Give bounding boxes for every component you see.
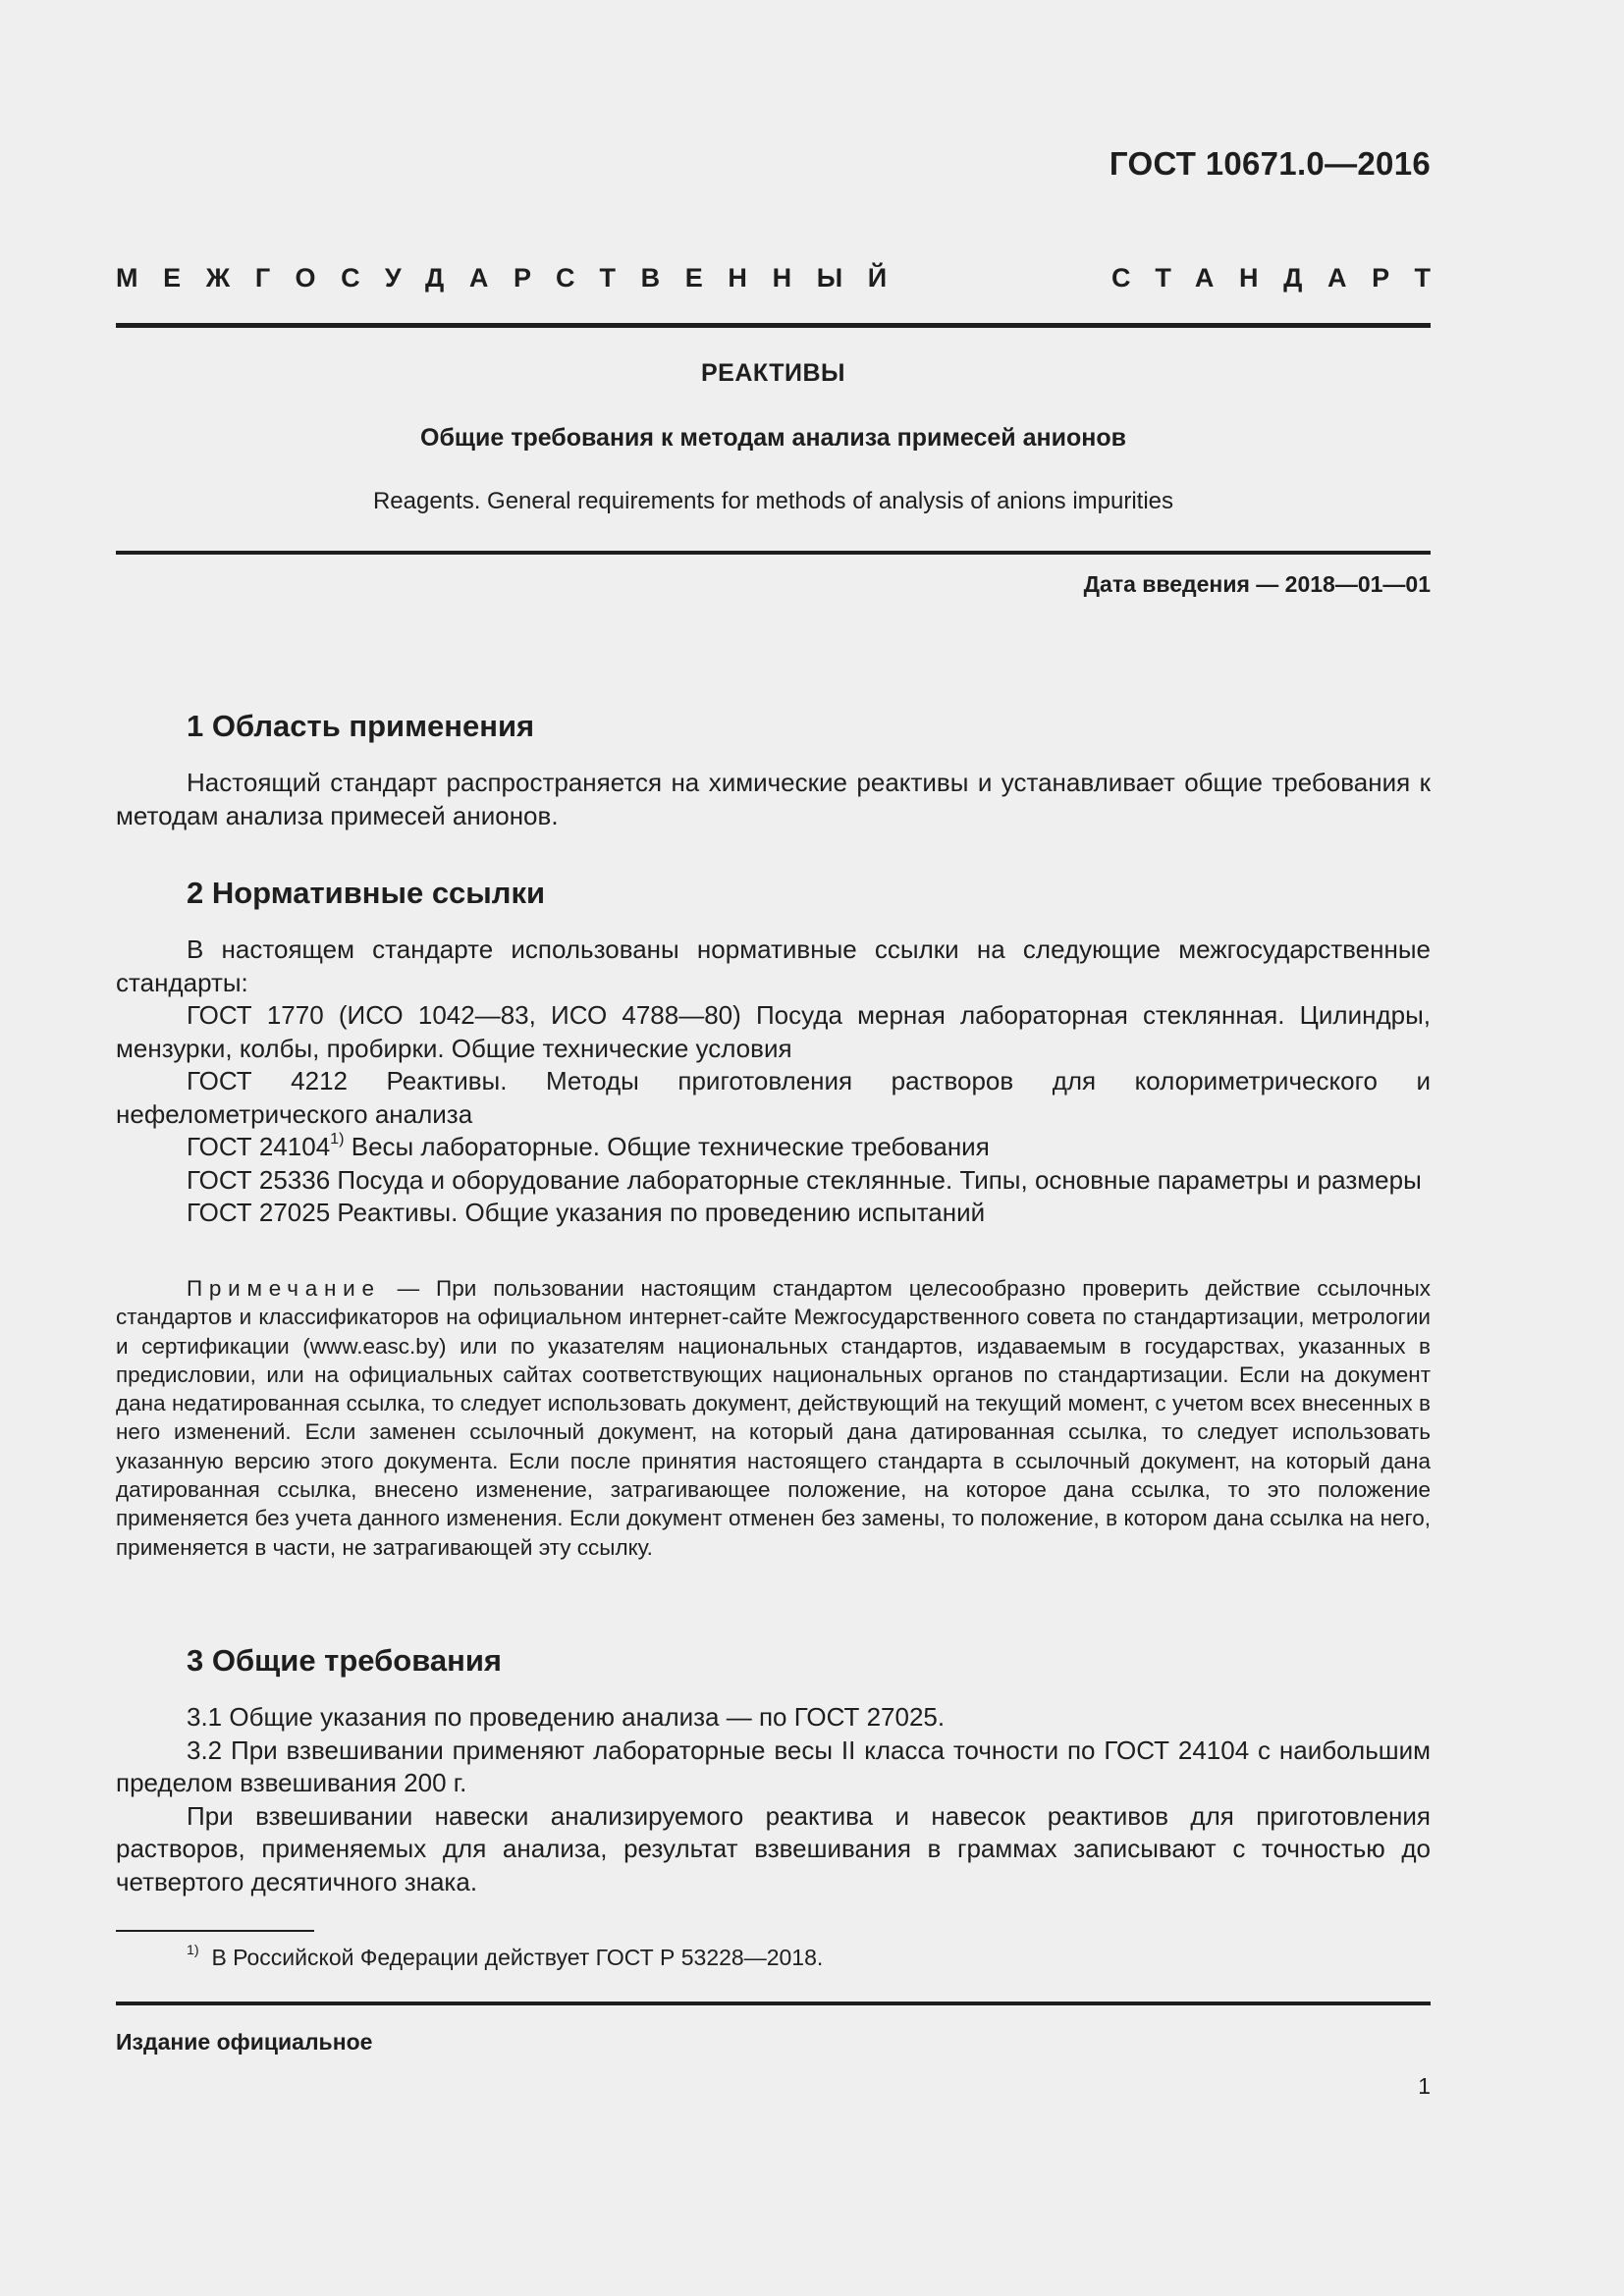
- reference-item: ГОСТ 25336 Посуда и оборудование лабораторные стеклянные. Типы, основные параметры и размеры: [187, 1164, 1422, 1195]
- note-text: — При пользовании настоящим стандартом целесообразно проверить действие ссылочных стандартов и классификаторов на официальном интернет-сайте Межгосударственного совета по стандартизации, метрологии и сертификации (www.easc.by) или по указателям национальных стандартов, издаваемым в государствах, указанных в предисловии, или на официальных сайтах соответствующих национальных органов по стандартизации. Если на документ дана недатированная ссылка, то следует использовать документ, действующий на текущий момент, с учетом всех внесенных в него изменений. Если заменен ссылочный документ, на который дана датированная ссылка, то следует использовать указанную версию этого документа. Если после принятия настоящего стандарта в ссылочный документ, на который дана датированная ссылка, внесено изменение, затрагивающее положение, на которое дана ссылка, то это положение применяется без учета данного изменения. Если документ отменен без замены, то положение, в котором дана ссылка на него, применяется в части, не затрагивающей эту ссылку.: [116, 1276, 1431, 1560]
- section-1-heading: 1 Область применения: [187, 709, 535, 743]
- official-edition-label: Издание официальное: [116, 2029, 373, 2055]
- standard-type-standard: СТАНДАРТ: [1110, 263, 1456, 293]
- reference-title: Весы лабораторные. Общие технические требования: [344, 1132, 990, 1161]
- note-label: Примечание: [187, 1276, 381, 1301]
- section-2-intro: В настоящем стандарте использованы нормативные ссылки на следующие межгосударственные стандарты:: [116, 934, 1431, 997]
- footer-rule: [116, 2002, 1431, 2005]
- title-rule: [116, 551, 1431, 555]
- footnote-marker[interactable]: 1): [330, 1129, 345, 1148]
- section-1-text: Настоящий стандарт распространяется на химические реактивы и устанавливает общие требования к методам анализа примесей анионов.: [116, 768, 1431, 830]
- reference-item: ГОСТ 27025 Реактивы. Общие указания по проведению испытаний: [187, 1198, 986, 1227]
- document-subtitle: Общие требования к методам анализа примесей анионов: [420, 424, 1126, 452]
- footnote-number: 1): [187, 1943, 199, 1959]
- header-rule: [116, 323, 1431, 328]
- footnote-rule: [116, 1930, 314, 1932]
- section-3-body: [116, 1701, 1431, 1898]
- reference-item: ГОСТ 1770 (ИСО 1042—83, ИСО 4788—80) Посуда мерная лабораторная стеклянная. Цилиндры, мензурки, колбы, пробирки. Общие технические условия: [116, 1000, 1431, 1063]
- footnote: [187, 1945, 823, 1971]
- reference-item: [116, 1131, 1431, 1164]
- clause-3-1: 3.1 Общие указания по проведению анализа — по ГОСТ 27025.: [187, 1702, 946, 1732]
- section-3-heading: 3 Общие требования: [187, 1643, 502, 1678]
- standard-type-interstate: МЕЖГОСУДАРСТВЕННЫЙ: [116, 263, 912, 293]
- reference-code: ГОСТ 24104: [187, 1132, 331, 1161]
- page-number: 1: [1418, 2073, 1431, 2099]
- footnote-text: В Российской Федерации действует ГОСТ Р 53228—2018.: [211, 1945, 824, 1970]
- introduction-date: Дата введения — 2018—01—01: [1083, 571, 1431, 597]
- reference-item: ГОСТ 4212 Реактивы. Методы приготовления растворов для колориметрического и нефелометрического анализа: [116, 1066, 1431, 1129]
- document-title: РЕАКТИВЫ: [700, 359, 846, 387]
- document-title-english: Reagents. General requirements for methods of analysis of anions impurities: [372, 488, 1174, 514]
- section-2-note: [116, 1274, 1431, 1562]
- section-1-body: [116, 767, 1431, 832]
- clause-3-2: 3.2 При взвешивании применяют лабораторные весы II класса точности по ГОСТ 24104 с наибольшим пределом взвешивания 200 г.: [116, 1735, 1431, 1797]
- document-number: ГОСТ 10671.0—2016: [1109, 145, 1431, 182]
- section-2-heading: 2 Нормативные ссылки: [187, 876, 546, 910]
- clause-3-2-continued: При взвешивании навески анализируемого реактива и навесок реактивов для приготовления растворов, применяемых для анализа, результат взвешивания в граммах записывают с точностью до четвертого десятичного знака.: [116, 1800, 1431, 1896]
- section-2-body: [116, 934, 1431, 1230]
